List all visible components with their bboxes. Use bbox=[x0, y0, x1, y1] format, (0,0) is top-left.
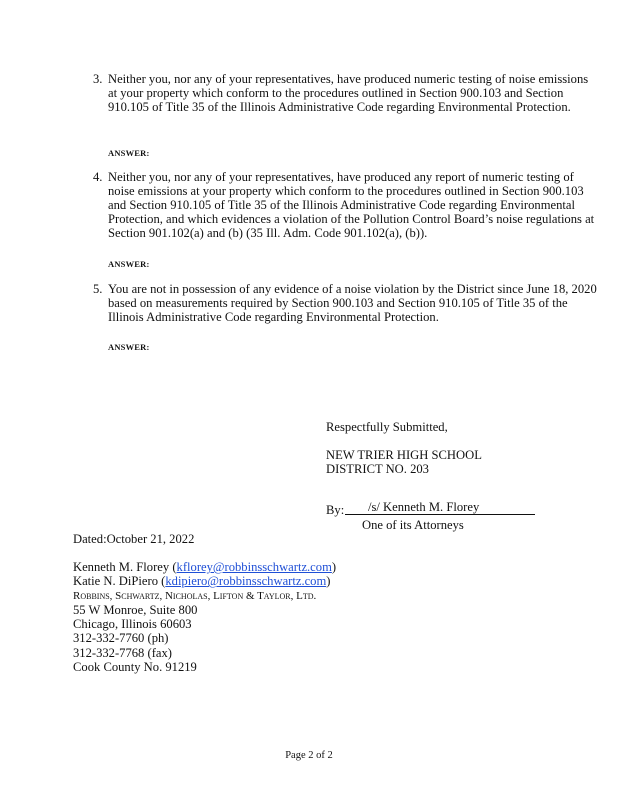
attorney-1-email-link[interactable]: kflorey@robbinsschwartz.com bbox=[176, 560, 332, 574]
address-line-2: Chicago, Illinois 60603 bbox=[73, 617, 192, 632]
address-line-1: 55 W Monroe, Suite 800 bbox=[73, 602, 198, 617]
request-item-4 bbox=[93, 170, 598, 240]
dated-label: Dated: bbox=[73, 532, 107, 546]
request-item-3 bbox=[93, 72, 598, 114]
signed-name: /s/ Kenneth M. Florey bbox=[368, 500, 480, 514]
phone: 312-332-7760 (ph) bbox=[73, 631, 169, 646]
dated-line bbox=[73, 532, 194, 546]
answer-label: ANSWER: bbox=[108, 342, 150, 352]
firm-name: Robbins, Schwartz, Nicholas, Lifton & Taylor, Ltd. bbox=[73, 589, 317, 602]
item-text: Neither you, nor any of your representatives, have produced any report of numeric testing of noise emissions at your property which conform to the procedures outlined in Section 900.103 and Section 910.105 of Title 35 of the Illinois Administrative Code regarding Environmental Protection, and which evidences a violation of the Pollution Control Board’s noise regulations at Section 901.102(a) and (b) (35 Ill. Adm. Code 901.102(a), (b)). bbox=[108, 170, 595, 240]
attorney-1-name: Kenneth M. Florey ( bbox=[73, 560, 177, 574]
closing: Respectfully Submitted, bbox=[326, 420, 448, 434]
dated-value: October 21, 2022 bbox=[106, 532, 195, 546]
attorney-2 bbox=[73, 574, 473, 588]
item-number: 5. bbox=[93, 282, 103, 296]
page-footer: Page 2 of 2 bbox=[285, 750, 333, 761]
item-text: Neither you, nor any of your representatives, have produced numeric testing of noise emissions at your property which conform to the procedures outlined in Section 900.103 and Section 910.105 of Title 35 of the Illinois Administrative Code regarding Environmental Protection. bbox=[108, 72, 589, 114]
attorney-1 bbox=[73, 560, 473, 574]
signature-line bbox=[345, 514, 535, 515]
org-line-1: NEW TRIER HIGH SCHOOL bbox=[326, 448, 482, 462]
attorney-2-paren: ) bbox=[326, 574, 331, 589]
answer-label: ANSWER: bbox=[108, 148, 150, 158]
org-line-2: DISTRICT NO. 203 bbox=[326, 462, 429, 476]
answer-label: ANSWER: bbox=[108, 259, 150, 269]
attorney-1-paren: ) bbox=[331, 560, 337, 574]
attorney-2-email-link[interactable]: kdipiero@robbinsschwartz.com bbox=[165, 574, 327, 589]
request-item-5 bbox=[93, 282, 598, 324]
by-label: By: bbox=[326, 503, 345, 517]
counsel-block bbox=[73, 560, 473, 674]
signature-block bbox=[326, 420, 586, 476]
item-number: 4. bbox=[93, 170, 103, 184]
item-text: You are not in possession of any evidence of a noise violation by the District since June 18, 2020 based on measurements required by Section 900.103 and Section 910.105 of Title 35 of the Illinois Administrative Code regarding Environmental Protection. bbox=[108, 282, 597, 324]
attorney-2-name: Katie N. DiPiero ( bbox=[73, 574, 166, 589]
fax: 312-332-7768 (fax) bbox=[73, 645, 172, 660]
county-number: Cook County No. 91219 bbox=[73, 660, 197, 675]
item-number: 3. bbox=[93, 72, 103, 86]
signer-role: One of its Attorneys bbox=[362, 518, 464, 532]
